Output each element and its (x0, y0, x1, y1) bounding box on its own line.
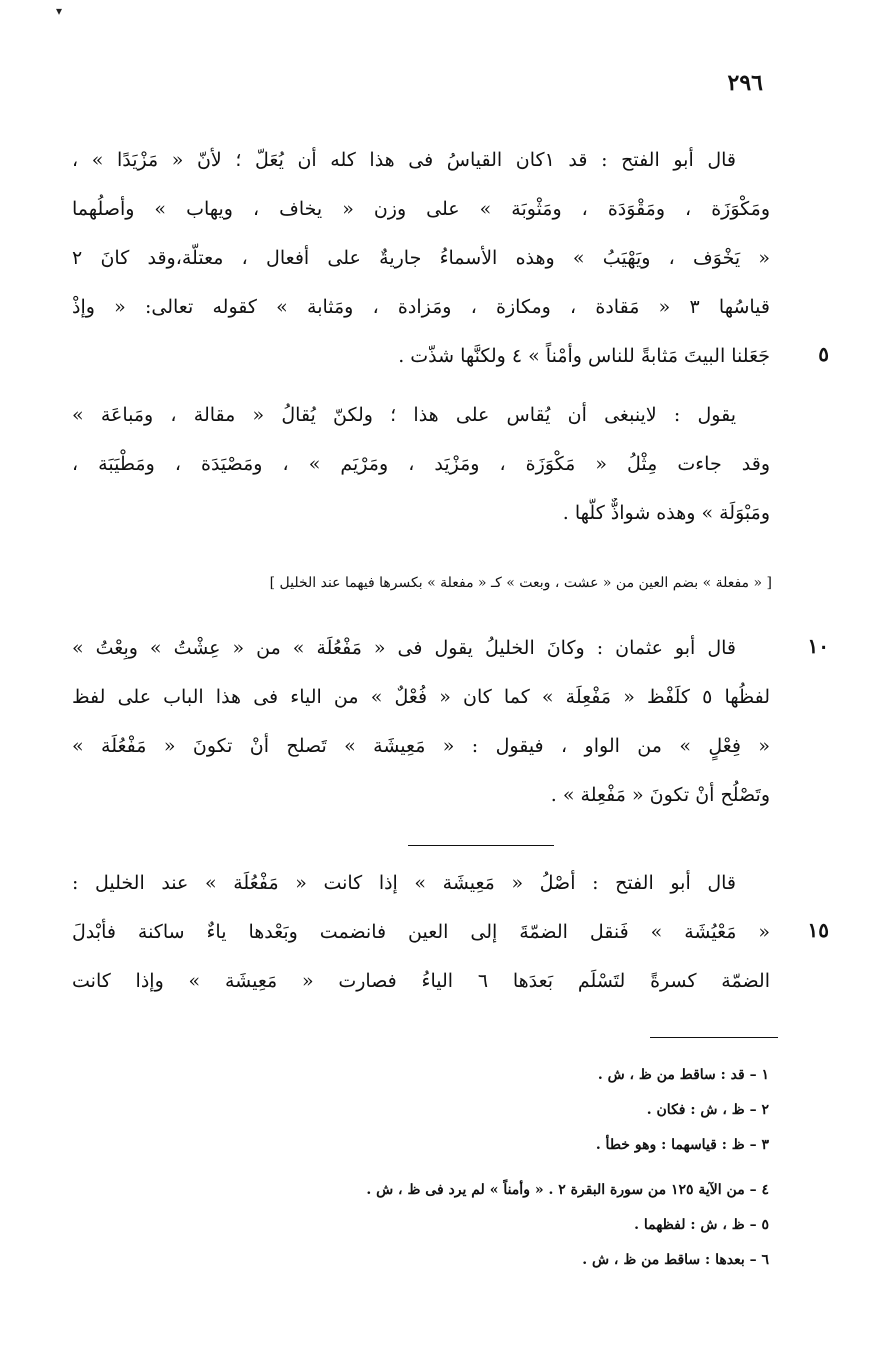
page-number: ٢٩٦ (727, 70, 763, 96)
body-line: « فِعْلٍ » من الواو ، فيقول : « مَعِيشَة » تَصلح أنْ تكونَ « مَفْعُلَة » (72, 735, 770, 757)
footnote-separator (650, 1037, 778, 1038)
body-line: « يَخْوَف ، ويَهْيَبُ » وهذه الأسماءُ جاريةٌ على أفعال ، معتلّة،وقد كانَ ٢ (72, 247, 770, 269)
footnote: ٤ – من الآية ١٢٥ من سورة البقرة ٢ . « وأمناً » لم يرد فى ظ ، ش . (366, 1182, 769, 1198)
footnote: ٥ – ظ ، ش : لفظهما . (634, 1217, 769, 1233)
section-separator (408, 845, 554, 846)
body-line: « مَعْيُشَة » فَنقل الضمّةَ إلى العين فانضمت وبَعْدها ياءٌ ساكنة فأبْدلَ (72, 921, 770, 943)
body-line: وقد جاءت مِثْلُ « مَكْوَزَة ، ومَزْيَد ، ومَرْيَم » ، ومَصْيَدَة ، ومَطْيَبَة ، (72, 453, 770, 475)
body-line: ومَبْوَلَة » وهذه شواذٌّ كلُّها . (562, 502, 770, 524)
footnote: ٢ – ظ ، ش : فكان . (646, 1102, 769, 1118)
body-line: قال أبو عثمان : وكانَ الخليلُ يقول فى « مَفْعُلَة » من « عِشْتُ » وبِعْتُ » (72, 637, 736, 659)
body-line: الضمّة كسرةً لتَسْلَم بَعدَها ٦ الياءُ فصارت « مَعِيشَة » وإذا كانت (72, 970, 770, 992)
body-line: وتَصْلُح أنْ تكونَ « مَفْعِلة » . (550, 784, 770, 806)
corner-mark: ▾ (56, 4, 63, 18)
body-line: ومَكْوَزَة ، ومَقْوَدَة ، ومَثْوبَة » على وزن « يخاف ، ويهاب » وأصلُهما (72, 198, 770, 220)
footnote: ٦ – بعدها : ساقط من ظ ، ش . (582, 1252, 769, 1268)
bracket-note: [ « مفعلة » بضم العين من « عشت ، وبعت » كـ « مفعلة » بكسرها فيهما عند الخليل ] (269, 575, 772, 591)
body-line: قال أبو الفتح : أصْلُ « مَعِيشَة » إذا كانت « مَفْعُلَة » عند الخليل : (72, 872, 736, 894)
body-line: قال أبو الفتح : قد ١كان القياسُ فى هذا كله أن يُعَلّ ؛ لأنّ « مَزْيَدًا » ، (72, 149, 737, 171)
footnote: ١ – قد : ساقط من ظ ، ش . (597, 1067, 769, 1083)
line-number-margin: ٥ (818, 342, 829, 366)
body-line: جَعَلنا البيتَ مَثابةً للناس وأمْناً » ٤ ولكنَّها شذّت . (398, 345, 770, 367)
line-number-margin: ١٥ (807, 918, 829, 942)
body-line: لفظُها ٥ كلَفْظ « مَفْعِلَة » كما كان « فُعْلٌ » من الياء فى هذا الباب على لفظ (72, 686, 770, 708)
body-line: قياسُها ٣ « مَقادة ، ومكازة ، ومَزادة ، ومَثابة » كقوله تعالى: « وإذْ (72, 296, 770, 318)
line-number-margin: ١٠ (807, 634, 829, 658)
body-line: يقول : لاينبغى أن يُقاس على هذا ؛ ولكنّ يُقالُ « مقالة ، ومَباعَة » (72, 404, 736, 426)
footnote: ٣ – ظ : قياسهما : وهو خطأ . (595, 1137, 769, 1153)
